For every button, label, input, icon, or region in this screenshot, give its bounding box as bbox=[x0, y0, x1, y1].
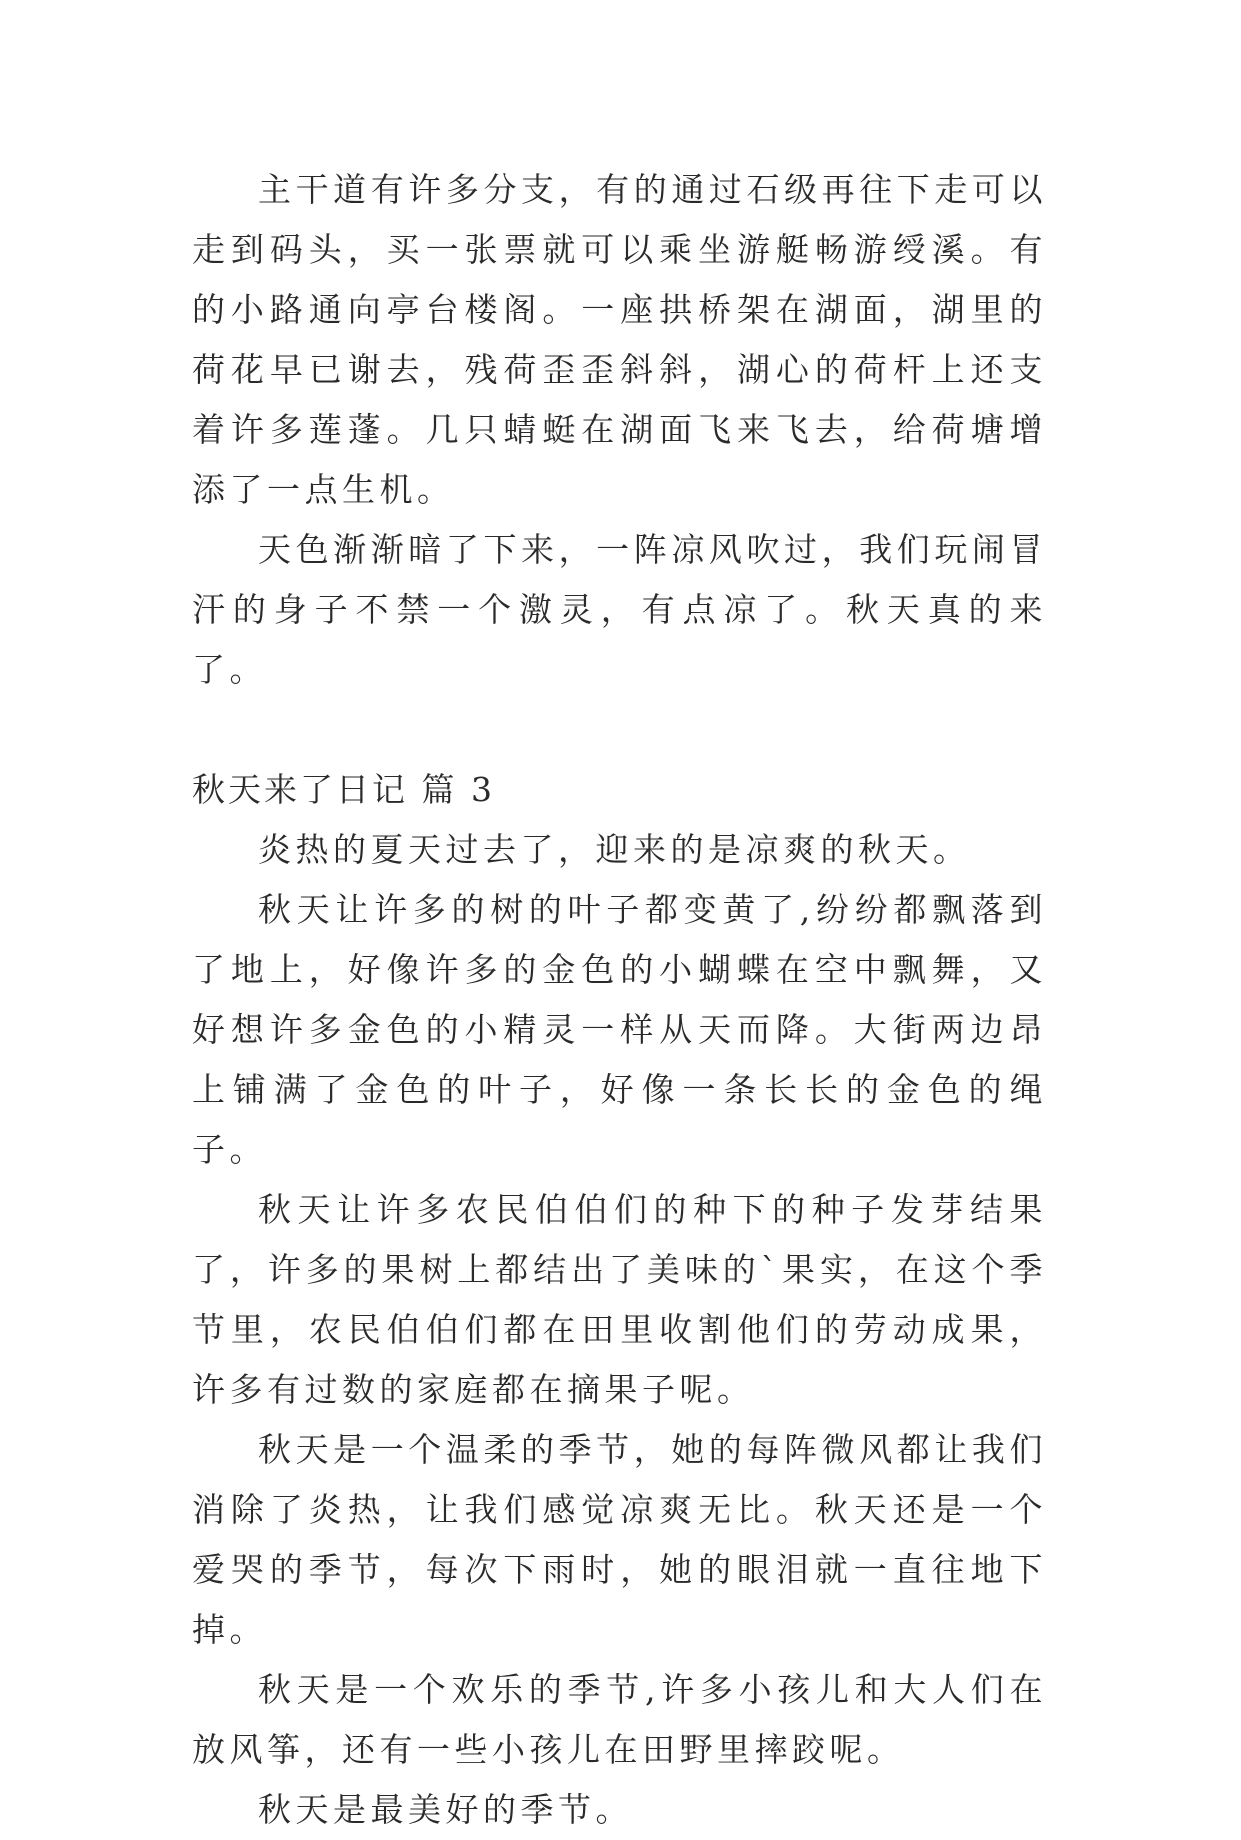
paragraph-joyful: 秋天是一个欢乐的季节,许多小孩儿和大人们在放风筝，还有一些小孩儿在田野里摔跤呢。 bbox=[192, 1670, 1047, 1769]
paragraph-harvest: 秋天让许多农民伯伯们的种下的种子发芽结果了，许多的果树上都结出了美味的`果实，在这个季节里，农民伯伯们都在田里收割他们的劳动成果，许多有过数的家庭都在摘果子呢。 bbox=[192, 1190, 1047, 1409]
paragraph-leaves: 秋天让许多的树的叶子都变黄了,纷纷都飘落到了地上，好像许多的金色的小蝴蝶在空中飘舞，又好想许多金色的小精灵一样从天而降。大街两边昂上铺满了金色的叶子，好像一条长长的金色的绳子。 bbox=[192, 890, 1047, 1169]
section-heading: 秋天来了日记 篇 3 bbox=[192, 770, 495, 809]
paragraph-intro: 炎热的夏天过去了，迎来的是凉爽的秋天。 bbox=[258, 830, 971, 869]
paragraph-closing: 秋天是最美好的季节。 bbox=[258, 1790, 633, 1829]
paragraph-branches: 主干道有许多分支，有的通过石级再往下走可以走到码头，买一张票就可以乘坐游艇畅游绶溪。有的小路通向亭台楼阁。一座拱桥架在湖面，湖里的荷花早已谢去，残荷歪歪斜斜，湖心的荷杆上还支着许多莲蓬。几只蜻蜓在湖面飞来飞去，给荷塘增添了一点生机。 bbox=[192, 170, 1047, 509]
paragraph-dusk: 天色渐渐暗了下来，一阵凉风吹过，我们玩闹冒汗的身子不禁一个激灵，有点凉了。秋天真的来了。 bbox=[192, 530, 1047, 689]
paragraph-gentle: 秋天是一个温柔的季节，她的每阵微风都让我们消除了炎热，让我们感觉凉爽无比。秋天还是一个爱哭的季节，每次下雨时，她的眼泪就一直往地下掉。 bbox=[192, 1430, 1047, 1649]
document-body bbox=[192, 160, 1047, 1840]
